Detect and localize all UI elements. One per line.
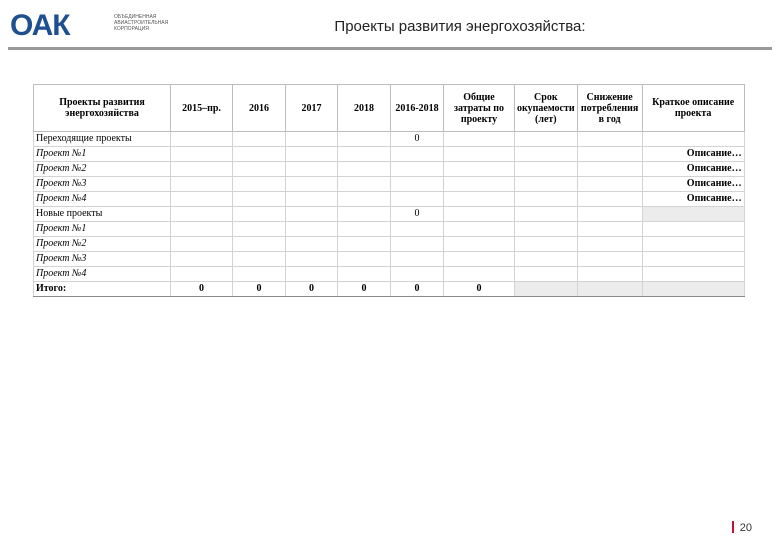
total-2017: 0 xyxy=(286,282,338,297)
cell-description: Описание… xyxy=(642,162,744,177)
row-label: Проект №3 xyxy=(34,177,171,192)
page-number-accent xyxy=(732,521,734,533)
table-row xyxy=(34,162,745,177)
total-2015: 0 xyxy=(171,282,233,297)
col-header-2015: 2015–пр. xyxy=(171,85,233,132)
row-label: Проект №1 xyxy=(34,147,171,162)
table-row xyxy=(34,267,745,282)
table-row xyxy=(34,207,745,222)
col-header-description: Краткое описание проекта xyxy=(642,85,744,132)
table-row xyxy=(34,132,745,147)
cell-2016-2018: 0 xyxy=(391,132,444,147)
total-2016: 0 xyxy=(233,282,286,297)
col-header-payback: Срок окупаемости (лет) xyxy=(515,85,578,132)
row-label: Проект №4 xyxy=(34,267,171,282)
table-row xyxy=(34,222,745,237)
col-header-total-cost: Общие затраты по проекту xyxy=(444,85,515,132)
row-label: Проект №3 xyxy=(34,252,171,267)
col-header-2018: 2018 xyxy=(338,85,391,132)
page-number-text: 20 xyxy=(739,522,752,534)
col-header-2017: 2017 xyxy=(286,85,338,132)
table-row xyxy=(34,252,745,267)
col-header-2016-2018: 2016-2018 xyxy=(391,85,444,132)
row-label: Проект №2 xyxy=(34,237,171,252)
projects-table xyxy=(33,84,745,297)
logo-mark xyxy=(10,10,106,42)
logo-text: ОАК xyxy=(10,9,70,42)
total-row xyxy=(34,282,745,297)
row-label: Переходящие проекты xyxy=(34,132,171,147)
header-divider xyxy=(8,47,772,50)
cell-description: Описание… xyxy=(642,177,744,192)
row-label: Новые проекты xyxy=(34,207,171,222)
table-row xyxy=(34,237,745,252)
logo-subtitle: ОБЪЕДИНЕННАЯ АВИАСТРОИТЕЛЬНАЯ КОРПОРАЦИЯ xyxy=(114,14,169,32)
row-label: Проект №1 xyxy=(34,222,171,237)
table-header-row xyxy=(34,85,745,132)
row-label: Проект №4 xyxy=(34,192,171,207)
table-row xyxy=(34,147,745,162)
col-header-reduction: Снижение потребления в год xyxy=(577,85,642,132)
col-header-2016: 2016 xyxy=(233,85,286,132)
row-label: Проект №2 xyxy=(34,162,171,177)
table-row xyxy=(34,192,745,207)
total-2016-2018: 0 xyxy=(391,282,444,297)
total-label: Итого: xyxy=(34,282,171,297)
page-number xyxy=(732,521,752,534)
total-2018: 0 xyxy=(338,282,391,297)
page-title: Проекты развития энергохозяйства: xyxy=(334,18,586,35)
table-row xyxy=(34,177,745,192)
cell-2016-2018: 0 xyxy=(391,207,444,222)
col-header-project: Проекты развития энергохозяйства xyxy=(34,85,171,132)
cell-description: Описание… xyxy=(642,147,744,162)
cell-description: Описание… xyxy=(642,192,744,207)
total-cost: 0 xyxy=(444,282,515,297)
